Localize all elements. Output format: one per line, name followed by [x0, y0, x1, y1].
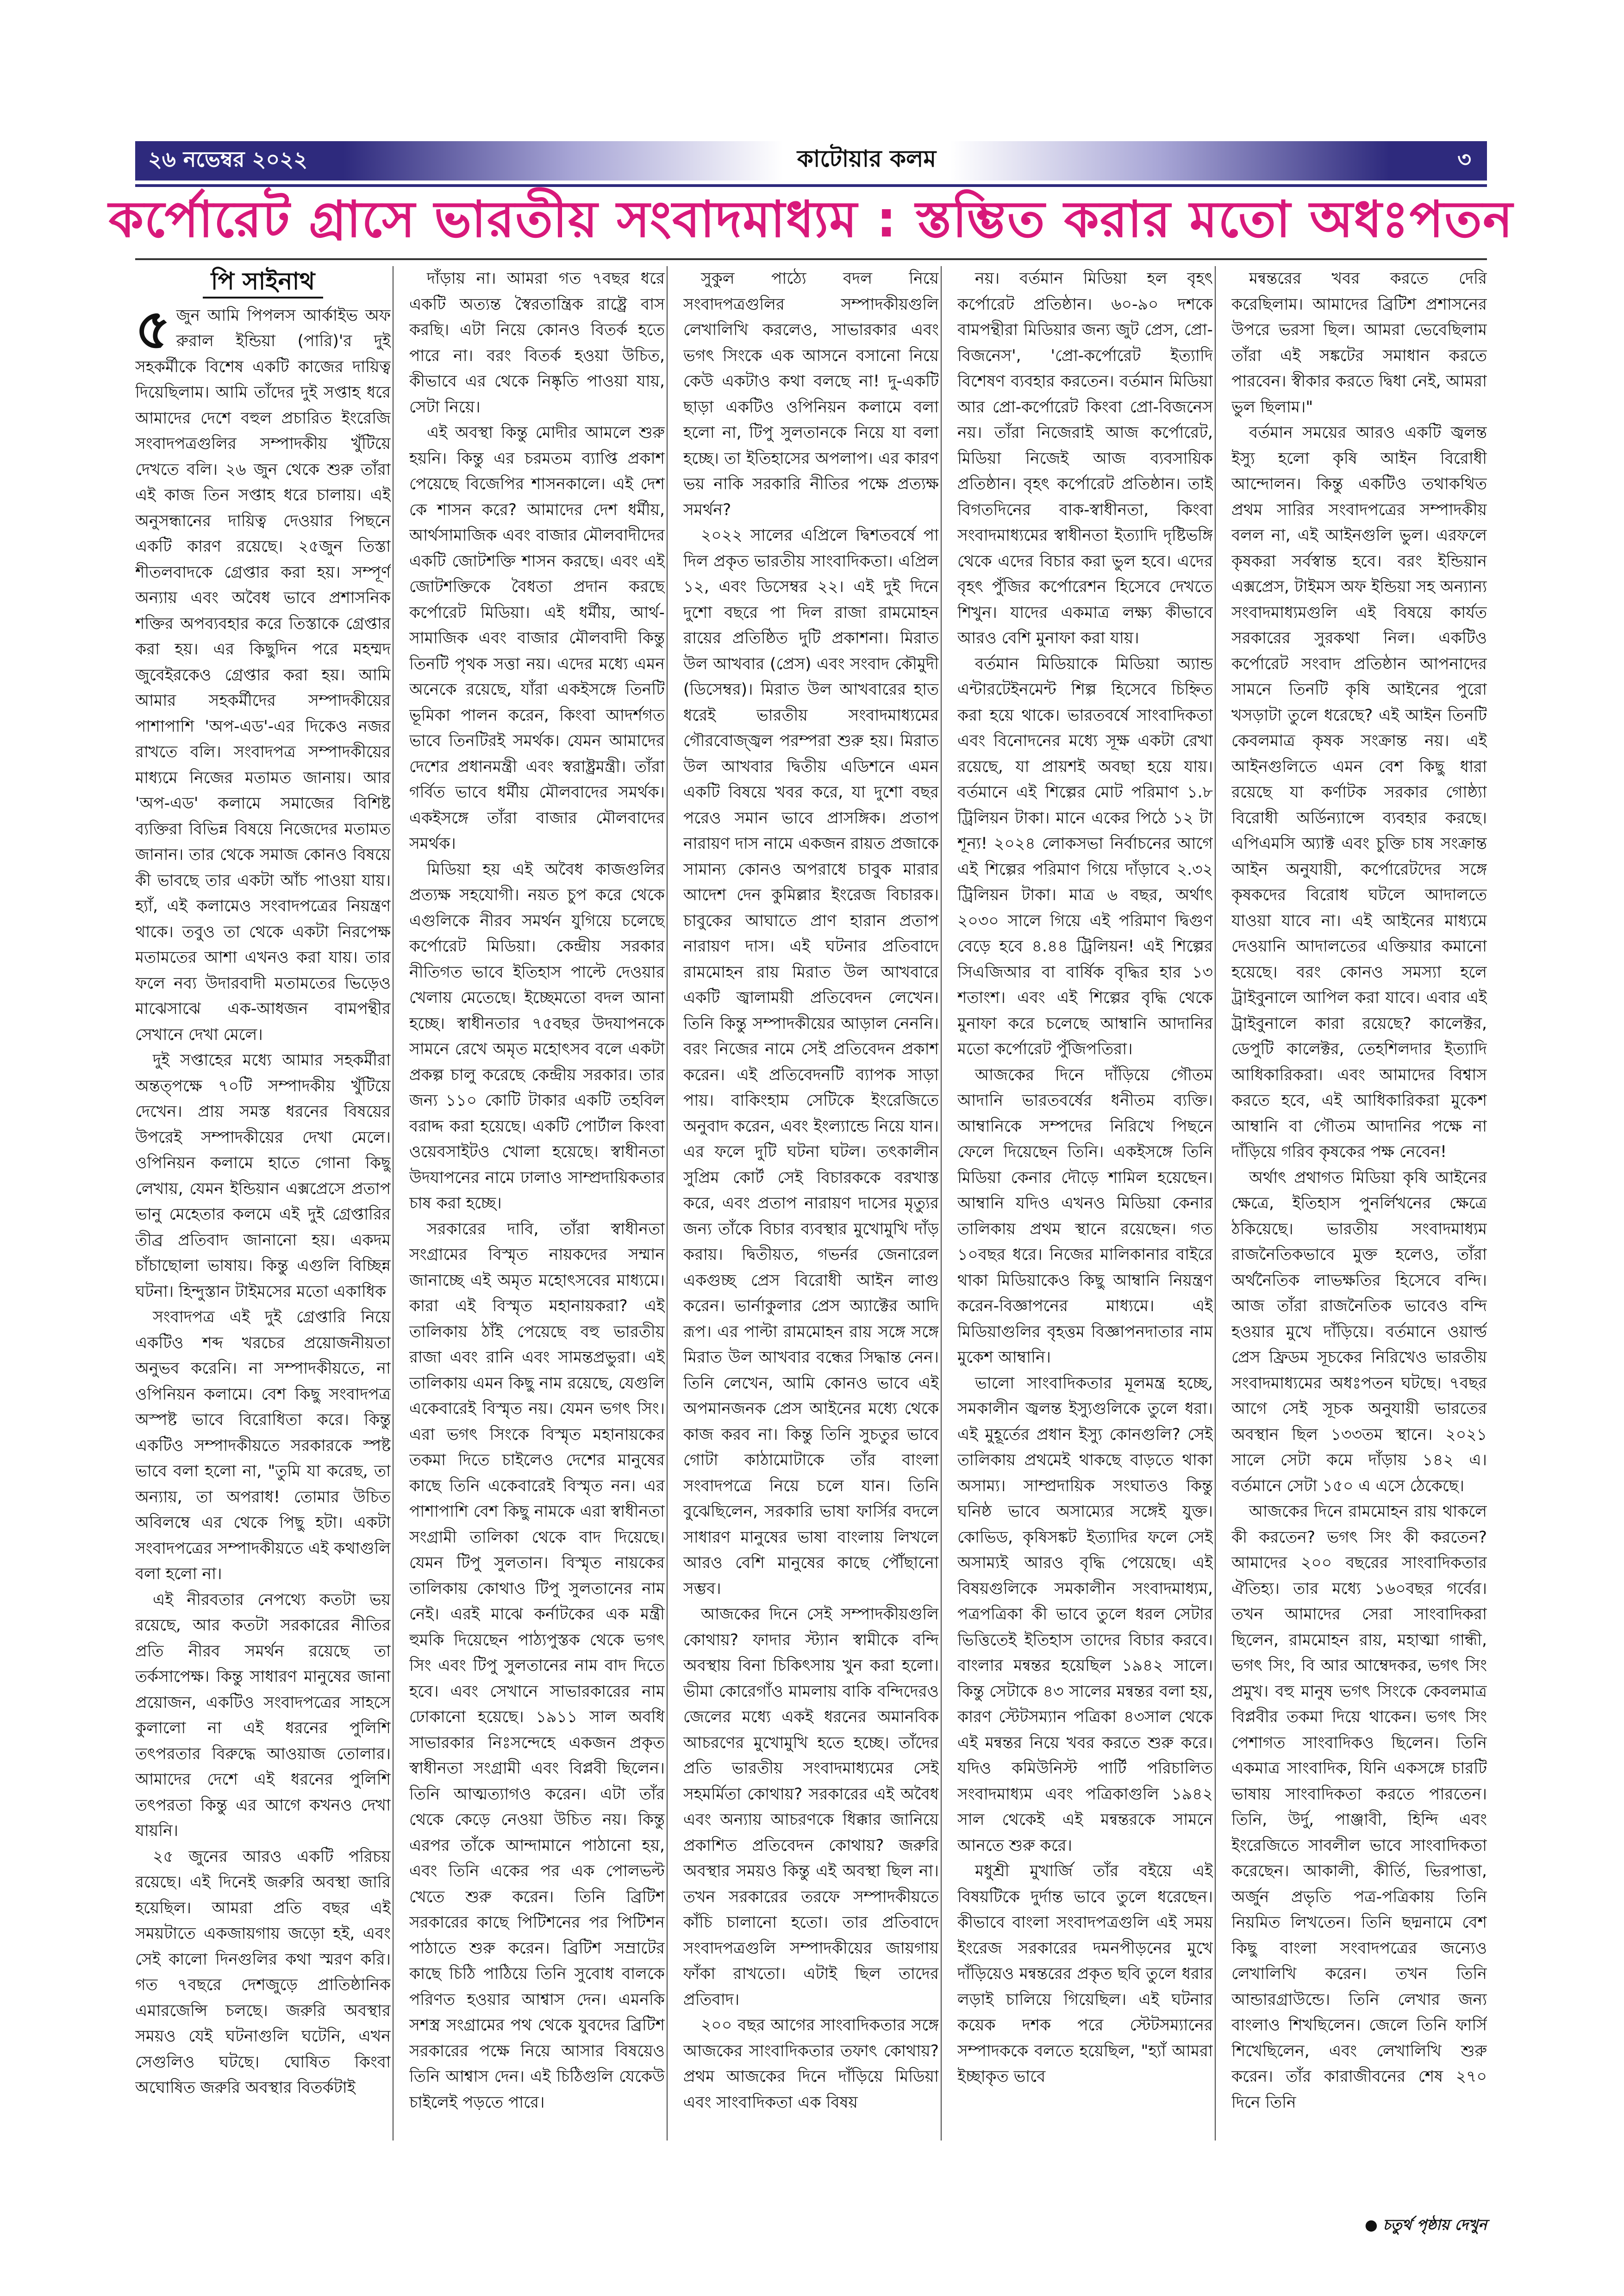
article-paragraph: বর্তমান মিডিয়াকে মিডিয়া অ্যান্ড এন্টারটেইনমেন্ট শিল্প হিসেবে চিহ্নিত করা হয়ে থাকে। ভারতবর্ষে সাংবাদিকতা এবং বিনোদনের মধ্যে সূক্ষ একটা রেখা রয়েছে, যা প্রায়শই অবছা হয়ে যায়। বর্তমানে এই শিল্পের মোট পরিমাণ ১.৮ ট্রিলিয়ন টাকা। মানে একের পিঠে ১২ টা শূন্য! ২০২৪ লোকসভা নির্বাচনের আগে এই শিল্পের পরিমাণ গিয়ে দাঁড়াবে ২.৩২ ট্রিলিয়ন টাকা। মাত্র ৬ বছর, অর্থাৎ ২০৩০ সালে গিয়ে এই পরিমাণ দ্বিগুণ বেড়ে হবে ৪.৪৪ ট্রিলিয়ন! এই শিল্পের সিএজিআর বা বার্ষিক বৃদ্ধির হার ১৩ শতাংশ। এবং এই শিল্পের বৃদ্ধি থেকে মুনাফা করে চলেছে আম্বানি আদানির মতো কর্পোরেট পুঁজিপতিরা।	[957, 654, 1213, 1058]
article-column-4	[957, 266, 1213, 2145]
continued-note: ● চতুর্থ পৃষ্ঠায় দেখুন	[1365, 2216, 1487, 2234]
article-paragraph: আজকের দিনে দাঁড়িয়ে গৌতম আদানি ভারতবর্ষের ধনীতম ব্যক্তি। আম্বানিকে সম্পদের নিরিখে পিছনে ফেলে দিয়েছেন তিনি। একইসঙ্গে তিনি মিডিয়া কেনার দৌড়ে শামিল হয়েছেন। আম্বানি যদিও এখনও মিডিয়া কেনার তালিকায় প্রথম স্থানে রয়েছেন। গত ১০বছর ধরে। নিজের মালিকানার বাইরে থাকা মিডিয়াকেও কিছু আম্বানি নিয়ন্ত্রণ করেন-বিজ্ঞাপনের মাধ্যমে। এই মিডিয়াগুলির বৃহত্তম বিজ্ঞাপনদাতার নাম মুকেশ আম্বানি।	[957, 1065, 1213, 1367]
article-paragraph: ২৫ জুনের আরও একটি পরিচয় রয়েছে। এই দিনেই জরুরি অবস্থা জারি হয়েছিল। আমরা প্রতি বছর এই সময়টাতে একজায়গায় জড়ো হই, এবং সেই কালো দিনগুলির কথা স্মরণ করি। গত ৭বছরে দেশজুড়ে প্রাতিষ্ঠানিক এমারজেন্সি চলছে। জরুরি অবস্থার সময়ও যেই ঘটনাগুলি ঘটেনি, এখন সেগুলিও ঘটছে। ঘোষিত কিংবা অঘোষিত জরুরি অবস্থার বিতর্কটাই	[135, 1847, 391, 2097]
article-column-2	[409, 266, 665, 2145]
headline-divider	[135, 258, 1487, 260]
article-column-3	[683, 266, 939, 2145]
article-paragraph: মিডিয়া হয় এই অবৈধ কাজগুলির প্রত্যক্ষ সহযোগী। নয়ত চুপ করে থেকে এগুলিকে নীরব সমর্থন যুগিয়ে চলেছে কর্পোরেট মিডিয়া। কেন্দ্রীয় সরকার নীতিগত ভাবে ইতিহাস পাল্টে দেওয়ার খেলায় মেতেছে। ইচ্ছেমতো বদল আনা হচ্ছে। স্বাধীনতার ৭৫বছর উদযাপনকে সামনে রেখে অমৃত মহোৎসব বলে একটা প্রকল্প চালু করেছে কেন্দ্রীয় সরকার। তার জন্য ১১০ কোটি টাকার একটি তহবিল বরাদ্দ করা হয়েছে। একটি পোর্টাল কিংবা ওয়েবসাইটও খোলা হয়েছে। স্বাধীনতা উদযাপনের নামে ঢালাও সাম্প্রদায়িকতার চাষ করা হচ্ছে।	[409, 860, 665, 1213]
article-paragraph: দাঁড়ায় না। আমরা গত ৭বছর ধরে একটি অত্যন্ত স্বৈরতান্ত্রিক রাষ্ট্রে বাস করছি। এটা নিয়ে কোনও বিতর্ক হতে পারে না। বরং বিতর্ক হওয়া উচিত, কীভাবে এর থেকে নিষ্কৃতি পাওয়া যায়, সেটা নিয়ে।	[409, 269, 665, 417]
issue-date: ২৬ নভেম্বর ২০২২	[135, 141, 344, 180]
article-paragraph	[135, 297, 391, 1048]
article-paragraph: ২০০ বছর আগের সাংবাদিকতার সঙ্গে আজকের সাংবাদিকতার তফাৎ কোথায়? প্রথম আজকের দিনে দাঁড়িয়ে মিডিয়া এবং সাংবাদিকতা এক বিষয়	[683, 2016, 939, 2112]
article-paragraph: ভালো সাংবাদিকতার মূলমন্ত্র হচ্ছে, সমকালীন জ্বলন্ত ইস্যুগুলিকে তুলে ধরা। এই মুহূর্তের প্রধান ইস্যু কোনগুলি? সেই তালিকায় প্রথমেই থাকছে বাড়তে থাকা অসাম্য। সাম্প্রদায়িক সংঘাতও কিন্তু ঘনিষ্ঠ ভাবে অসাম্যের সঙ্গেই যুক্ত। কোভিড, কৃষিসঙ্কট ইত্যাদির ফলে সেই অসাম্যই আরও বৃদ্ধি পেয়েছে। এই বিষয়গুলিকে সমকালীন সংবাদমাধ্যম, পত্রপত্রিকা কী ভাবে তুলে ধরল সেটার ভিত্তিতেই ইতিহাস তাদের বিচার করবে। বাংলার মন্বন্তর হয়েছিল ১৯৪২ সালে। কিন্তু সেটাকে ৪৩ সালের মন্বন্তর বলা হয়, কারণ স্টেটসম্যান পত্রিকা ৪৩সাল থেকে এই মন্বন্তর নিয়ে খবর করতে শুরু করে। যদিও কমিউনিস্ট পার্টি পরিচালিত সংবাদমাধ্যম এবং পত্রিকাগুলি ১৯৪২ সাল থেকেই এই মন্বন্তরকে সামনে আনতে শুরু করে।	[957, 1374, 1213, 1855]
article-body	[135, 266, 1487, 2145]
article-column-5	[1231, 266, 1487, 2145]
article-paragraph: এই অবস্থা কিন্তু মোদীর আমলে শুরু হয়নি। কিন্তু এর চরমতম ব্যাপ্তি প্রকাশ পেয়েছে বিজেপির শাসনকালে। এই দেশ কে শাসন করে? আমাদের দেশ ধর্মীয়, আর্থসামাজিক এবং বাজার মৌলবাদীদের একটি জোটশক্তি শাসন করছে। এবং এই জোটশক্তিকে বৈধতা প্রদান করছে কর্পোরেট মিডিয়া। এই ধর্মীয়, আর্থ-সামাজিক এবং বাজার মৌলবাদী কিন্তু তিনটি পৃথক সত্তা নয়। এদের মধ্যে এমন অনেকে রয়েছে, যাঁরা একইসঙ্গে তিনটি ভূমিকা পালন করেন, কিংবা আদর্শগত ভাবে তিনটিরই সমর্থক। যেমন আমাদের দেশের প্রধানমন্ত্রী এবং স্বরাষ্ট্রমন্ত্রী। তাঁরা গর্বিত ভাবে ধর্মীয় মৌলবাদের সমর্থক। একইসঙ্গে তাঁরা বাজার মৌলবাদের সমর্থক।	[409, 423, 665, 853]
article-paragraph: বর্তমান সময়ের আরও একটি জ্বলন্ত ইস্যু হলো কৃষি আইন বিরোধী আন্দোলন। কিন্তু একটিও তথাকথিত প্রথম সারির সংবাদপত্রের সম্পাদকীয় বলল না, এই আইনগুলি ভুল। এরফলে কৃষকরা সর্বস্বান্ত হবে। বরং ইন্ডিয়ান এক্সপ্রেস, টাইমস অফ ইন্ডিয়া সহ অন্যান্য সংবাদমাধ্যমগুলি এই বিষয়ে কার্যত সরকারের সুরকথা নিল। একটিও কর্পোরেট সংবাদ প্রতিষ্ঠান আপনাদের সামনে তিনটি কৃষি আইনের পুরো খসড়াটা তুলে ধরেছে? এই আইন তিনটি কেবলমাত্র কৃষক সংক্রান্ত নয়। এই আইনগুলিতে এমন বেশ কিছু ধারা রয়েছে যা কর্ণাটক সরকার গোষ্ঠ্যা বিরোধী অর্ডিন্যান্সে ব্যবহার করছে। এপিএমসি অ্যাক্ট এবং চুক্তি চাষ সংক্রান্ত আইন অনুযায়ী, কর্পোরেটদের সঙ্গে কৃষকদের বিরোধ ঘটলে আদালতে যাওয়া যাবে না। এই আইনের মাধ্যমে দেওয়ানি আদালতের এক্তিয়ার কমানো হয়েছে। বরং কোনও সমস্যা হলে ট্রাইবুনালে আপিল করা যাবে। এবার এই ট্রাইবুনালে কারা রয়েছে? কালেক্টর, ডেপুটি কালেক্টর, তেহশিলদার ইত্যাদি আধিকারিকরা। এবং আমাদের বিশ্বাস করতে হবে, এই আধিকারিকরা মুকেশ আম্বানি বা গৌতম আদানির পক্ষে না দাঁড়িয়ে গরিব কৃষকের পক্ষ নেবেন!	[1231, 423, 1487, 1161]
article-paragraph: আজকের দিনে রামমোহন রায় থাকলে কী করতেন? ভগৎ সিং কী করতেন? আমাদের ২০০ বছরের সাংবাদিকতার ঐতিহ্য। তার মধ্যে ১৬০বছর গর্বের। তখন আমাদের সেরা সাংবাদিকরা ছিলেন, রামমোহন রায়, মহাত্মা গান্ধী, ভগৎ সিং, বি আর আম্বেদকর, ভগৎ সিং প্রমুখ। বহু মানুষ ভগৎ সিংকে কেবলমাত্র বিপ্লবীর তকমা দিয়ে থাকেন। ভগৎ সিং পেশাগত সাংবাদিকও ছিলেন। তিনি একমাত্র সাংবাদিক, যিনি একসঙ্গে চারটি ভাষায় সাংবাদিকতা করতে পারতেন। তিনি, উর্দু, পাঞ্জাবী, হিন্দি এবং ইংরেজিতে সাবলীল ভাবে সাংবাদিকতা করেছেন। আকালী, কীর্তি, ভিরপাত্তা, অর্জুন প্রভৃতি পত্র-পত্রিকায় তিনি নিয়মিত লিখতেন। তিনি ছদ্মনামে বেশ কিছু বাংলা সংবাদপত্রের জন্যেও লেখালিখি করেন। তখন তিনি আন্ডারগ্রাউন্ডে। তিনি লেখার জন্য বাংলাও শিখছিলেন। জেলে তিনি ফার্সি শিখেছিলেন, এবং লেখালিখি শুরু করেন। তাঁর কারাজীবনের শেষ ২৭০ দিনে তিনি	[1231, 1502, 1487, 2112]
drop-cap: ৫	[135, 297, 171, 361]
article-paragraph: অর্থাৎ প্রথাগত মিডিয়া কৃষি আইনের ক্ষেত্রে, ইতিহাস পুনর্লিখনের ক্ষেত্রে ঠকিয়েছে। ভারতীয় সংবাদমাধ্যম রাজনৈতিকভাবে মুক্ত হলেও, তাঁরা অর্থনৈতিক লাভক্ষতির হিসেবে বন্দি। আজ তাঁরা রাজনৈতিক ভাবেও বন্দি হওয়ার মুখে দাঁড়িয়ে। বর্তমানে ওয়ার্ল্ড প্রেস ফ্রিডম সূচকের নিরিখেও ভারতীয় সংবাদমাধ্যমের অধঃপতন ঘটছে। ৭বছর আগে সেই সূচক অনুযায়ী ভারতের অবস্থান ছিল ১৩৩তম স্থানে। ২০২১ সালে সেটা কমে দাঁড়ায় ১৪২ এ। বর্তমানে সেটা ১৫০ এ এসে ঠেকেছে।	[1231, 1168, 1487, 1495]
article-paragraph: আজকের দিনে সেই সম্পাদকীয়গুলি কোথায়? ফাদার স্ট্যান স্বামীকে বন্দি অবস্থায় বিনা চিকিৎসায় খুন করা হলো। ভীমা কোরেগাঁও মামলায় বাকি বন্দিদেরও জেলের মধ্যে একই ধরনের অমানবিক আচরণের মুখোমুখি হতে হচ্ছে। তাঁদের প্রতি ভারতীয় সংবাদমাধ্যমের সেই সহমর্মিতা কোথায়? সরকারের এই অবৈধ এবং অন্যায় আচরণকে ধিক্কার জানিয়ে প্রকাশিত প্রতিবেদন কোথায়? জরুরি অবস্থার সময়ও কিন্তু এই অবস্থা ছিল না। তখন সরকারের তরফে সম্পাদকীয়তে কাঁচি চালানো হতো। তার প্রতিবাদে সংবাদপত্রগুলি সম্পাদকীয়ের জায়গায় ফাঁকা রাখতো। এটাই ছিল তাদের প্রতিবাদ।	[683, 1605, 939, 2009]
article-paragraph: সুকুল পাঠ্যে বদল নিয়ে সংবাদপত্রগুলির সম্পাদকীয়গুলি লেখালিখি করলেও, সাভারকার এবং ভগৎ সিংকে এক আসনে বসানো নিয়ে কেউ একটাও কথা বলছে না! দু-একটি ছাড়া একটিও ওপিনিয়ন কলামে বলা হলো না, টিপু সুলতানকে নিয়ে যা বলা হচ্ছে। তা ইতিহাসের অপলাপ। এর কারণ ভয় নাকি সরকারি নীতির পক্ষে প্রত্যক্ষ সমর্থন?	[683, 269, 939, 519]
article-paragraph: এই নীরবতার নেপথ্যে কতটা ভয় রয়েছে, আর কতটা সরকারের নীতির প্রতি নীরব সমর্থন রয়েছে তা তর্কসাপেক্ষ। কিন্তু সাধারণ মানুষের জানা প্রয়োজন, একটিও সংবাদপত্রের সাহসে কুলালো না এই ধরনের পুলিশি তৎপরতার বিরুদ্ধে আওয়াজ তোলার। আমাদের দেশে এই ধরনের পুলিশি তৎপরতা কিন্তু এর আগে কখনও দেখা যায়নি।	[135, 1590, 391, 1840]
article-paragraph: সরকারের দাবি, তাঁরা স্বাধীনতা সংগ্রামের বিস্মৃত নায়কদের সম্মান জানাচ্ছে এই অমৃত মহোৎসবের মাধ্যমে। কারা এই বিস্মৃত মহানায়করা? এই তালিকায় ঠাঁই পেয়েছে বহু ভারতীয় রাজা এবং রানি এবং সামন্তপ্রভুরা। এই তালিকায় এমন কিছু নাম রয়েছে, যেগুলি একেবারেই বিস্মৃত নয়। যেমন ভগৎ সিং। এরা ভগৎ সিংকে বিস্মৃত মহানায়কের তকমা দিতে চাইলেও দেশের মানুষের কাছে তিনি একেবারেই বিস্মৃত নন। এর পাশাপাশি বেশ কিছু নামকে এরা স্বাধীনতা সংগ্রামী তালিকা থেকে বাদ দিয়েছে। যেমন টিপু সুলতান। বিস্মৃত নায়কের তালিকায় কোথাও টিপু সুলতানের নাম নেই। এরই মাঝে কর্নাটকের এক মন্ত্রী হুমকি দিয়েছেন পাঠ্যপুস্তক থেকে ভগৎ সিং এবং টিপু সুলতানের নাম বাদ দিতে হবে। এবং সেখানে সাভারকারের নাম ঢোকানো হয়েছে। ১৯১১ সাল অবধি সাভারকার নিঃসন্দেহে একজন প্রকৃত স্বাধীনতা সংগ্রামী এবং বিপ্লবী ছিলেন। তিনি আত্মত্যাগও করেন। এটা তাঁর থেকে কেড়ে নেওয়া উচিত নয়। কিন্তু এরপর তাঁকে আন্দামানে পাঠানো হয়, এবং তিনি একের পর এক পোলভল্ট খেতে শুরু করেন। তিনি ব্রিটিশ সরকারের কাছে পিটিশনের পর পিটিশন পাঠাতে শুরু করেন। ব্রিটিশ সম্রাটের কাছে চিঠি পাঠিয়ে তিনি সুবোধ বালকে পরিণত হওয়ার আশ্বাস দেন। এমনকি সশস্ত্র সংগ্রামের পথ থেকে যুবদের ব্রিটিশ সরকারের পক্ষে নিয়ে আসার বিষয়েও তিনি আশ্বাস দেন। এই চিঠিগুলি যেকেউ চাইলেই পড়তে পারে।	[409, 1220, 665, 2112]
article-paragraph: ২০২২ সালের এপ্রিলে দ্বিশতবর্ষে পা দিল প্রকৃত ভারতীয় সাংবাদিকতা। এপ্রিল ১২, এবং ডিসেম্বর ২২। এই দুই দিনে দুশো বছরে পা দিল রাজা রামমোহন রায়ের প্রতিষ্ঠিত দুটি প্রকাশনা। মিরাত উল আখবার (প্রেস) এবং সংবাদ কৌমুদী (ডিসেম্বর)। মিরাত উল আখবারের হাত ধরেই ভারতীয় সংবাদমাধ্যমের গৌরবোজ্জ্বল পরম্পরা শুরু হয়। মিরাত উল আখবার দ্বিতীয় এডিশনে এমন একটি বিষয়ে খবর করে, যা দুশো বছর পরেও সমান ভাবে প্রাসঙ্গিক। প্রতাপ নারায়ণ দাস নামে একজন রায়ত প্রজাকে সামান্য কোনও অপরাধে চাবুক মারার আদেশ দেন কুমিল্লার ইংরেজ বিচারক। চাবুকের আঘাতে প্রাণ হারান প্রতাপ নারায়ণ দাস। এই ঘটনার প্রতিবাদে রামমোহন রায় মিরাত উল আখবারে একটি জ্বালাময়ী প্রতিবেদন লেখেন। তিনি কিন্তু সম্পাদকীয়ের আড়াল নেননি। বরং নিজের নামে সেই প্রতিবেদন প্রকাশ করেন। এই প্রতিবেদনটি ব্যাপক সাড়া পায়। বাকিংহাম সেটিকে ইংরেজিতে অনুবাদ করেন, এবং ইংল্যান্ডে নিয়ে যান। এর ফলে দুটি ঘটনা ঘটল। তৎকালীন সুপ্রিম কোর্ট সেই বিচারককে বরখাস্ত করে, এবং প্রতাপ নারায়ণ দাসের মৃত্যুর জন্য তাঁকে বিচার ব্যবস্থার মুখোমুখি দাঁড় করায়। দ্বিতীয়ত, গভর্নর জেনারেল একগুচ্ছ প্রেস বিরোধী আইন লাগু করেন। ভার্নাকুলার প্রেস অ্যাক্টের আদি রূপ। এর পাল্টা রামমোহন রায় সঙ্গে সঙ্গে মিরাত উল আখবার বন্ধের সিদ্ধান্ত নেন। তিনি লেখেন, আমি কোনও ভাবে এই অপমানজনক প্রেস আইনের মধ্যে থেকে কাজ করব না। কিন্তু তিনি সুচতুর ভাবে গোটা কাঠামোটাকে তাঁর বাংলা সংবাদপত্রে নিয়ে চলে যান। তিনি বুঝেছিলেন, সরকারি ভাষা ফার্সির বদলে সাধারণ মানুষের ভাষা বাংলায় লিখলে আরও বেশি মানুষের কাছে পৌঁছানো সম্ভব।	[683, 526, 939, 1598]
paper-name: কাটোয়ার কলম	[783, 140, 950, 182]
article-paragraph: মধুশ্রী মুখার্জি তাঁর বইয়ে এই বিষয়টিকে দুর্দান্ত ভাবে তুলে ধরেছেন। কীভাবে বাংলা সংবাদপত্রগুলি এই সময় ইংরেজ সরকারের দমনপীড়নের মুখে দাঁড়িয়েও মন্বন্তরের প্রকৃত ছবি তুলে ধরার লড়াই চালিয়ে গিয়েছিল। এই ঘটনার কয়েক দশক পরে স্টেটসম্যানের সম্পাদককে বলতে হয়েছিল, "হ্যাঁ আমরা ইচ্ছাকৃত ভাবে	[957, 1862, 1213, 2086]
paragraph-text: জুন আমি পিপলস আর্কাইভ অফ রুরাল ইন্ডিয়া (পারি)'র দুই সহকর্মীকে বিশেষ একটি কাজের দায়িত্ব দিয়েছিলাম। আমি তাঁদের দুই সপ্তাহ ধরে আমাদের দেশে বহুল প্রচারিত ইংরেজি সংবাদপত্রগুলির সম্পাদকীয় খুঁটিয়ে দেখতে বলি। ২৬ জুন থেকে শুরু তাঁরা এই কাজ তিন সপ্তাহ ধরে চালায়। এই অনুসন্ধানের দায়িত্ব দেওয়ার পিছনে একটি কারণ রয়েছে। ২৫জুন তিস্তা শীতলবাদকে গ্রেপ্তার করা হয়। সম্পূর্ণ অন্যায় এবং অবৈধ ভাবে প্রশাসনিক শক্তির অপব্যবহার করে তিস্তাকে গ্রেপ্তার করা হয়। এর কিছুদিন পরে মহম্মদ জুবেইরকেও গ্রেপ্তার করা হয়। আমি আমার সহকর্মীদের সম্পাদকীয়ের পাশাপাশি 'অপ-এড'-এর দিকেও নজর রাখতে বলি। সংবাদপত্র সম্পাদকীয়ের মাধ্যমে নিজের মতামত জানায়। আর 'অপ-এড' কলামে সমাজের বিশিষ্ট ব্যক্তিরা বিভিন্ন বিষয়ে নিজেদের মতামত জানান। তার থেকে সমাজ কোনও বিষয়ে কী ভাবছে তার একটা আঁচ পাওয়া যায়। হ্যাঁ, এই কলামেও সংবাদপত্রের নিয়ন্ত্রণ থাকে। তবুও তা থেকে একটা নিরপেক্ষ মতামতের আশা এখনও করা যায়। তার ফলে নব্য উদারবাদী মতামতের ভিড়েও মাঝেসাঝে এক-আধজন বামপন্থীর সেখানে দেখা মেলে।	[135, 306, 391, 1044]
article-paragraph: সংবাদপত্র এই দুই গ্রেপ্তারি নিয়ে একটিও শব্দ খরচের প্রয়োজনীয়তা অনুভব করেনি। না সম্পাদকীয়তে, না ওপিনিয়ন কলামে। বেশ কিছু সংবাদপত্র অস্পষ্ট ভাবে বিরোধিতা করে। কিন্তু একটিও সম্পাদকীয়তে সরকারকে স্পষ্ট ভাবে বলা হলো না, "তুমি যা করেছ, তা অন্যায়, তা অপরাধ! তোমার উচিত অবিলম্বে এর থেকে পিছু হটা। একটা সংবাদপত্রের সম্পাদকীয়তে এই কথাগুলি বলা হলো না।	[135, 1308, 391, 1583]
article-column-1	[135, 266, 391, 2145]
article-paragraph: মন্বন্তরের খবর করতে দেরি করেছিলাম। আমাদের ব্রিটিশ প্রশাসনের উপরে ভরসা ছিল। আমরা ভেবেছিলাম তাঁরা এই সঙ্কটের সমাধান করতে পারবেন। স্বীকার করতে দ্বিধা নেই, আমরা ভুল ছিলাম।"	[1231, 269, 1487, 417]
headline: কর্পোরেট গ্রাসে ভারতীয় সংবাদমাধ্যম : স্তম্ভিত করার মতো অধঃপতন	[108, 190, 1514, 249]
masthead	[344, 141, 1390, 180]
page-header	[135, 141, 1487, 180]
page-number: ৩	[1390, 141, 1487, 180]
author-byline: পি সাইনাথ	[203, 269, 324, 299]
article-paragraph: দুই সপ্তাহের মধ্যে আমার সহকর্মীরা অন্তত্পক্ষে ৭০টি সম্পাদকীয় খুঁটিয়ে দেখেন। প্রায় সমস্ত ধরনের বিষয়ের উপরেই সম্পাদকীয়ের দেখা মেলে। ওপিনিয়ন কলামে হাতে গোনা কিছু লেখায়, যেমন ইন্ডিয়ান এক্সপ্রেসে প্রতাপ ভানু মেহেতার কলমে এই দুই গ্রেপ্তারির তীব্র প্রতিবাদ জানানো হয়। একদম চাঁচাছোলা ভাষায়। কিন্তু এগুলি বিচ্ছিন্ন ঘটনা। হিন্দুস্তান টাইমসের মতো একাধিক	[135, 1051, 391, 1301]
byline-wrap	[135, 269, 391, 299]
article-paragraph: নয়। বর্তমান মিডিয়া হল বৃহৎ কর্পোরেট প্রতিষ্ঠান। ৬০-৯০ দশকে বামপন্থীরা মিডিয়ার জন্য জুট প্রেস, প্রো-বিজনেস', 'প্রো-কর্পোরেট ইত্যাদি বিশেষণ ব্যবহার করতেন। বর্তমান মিডিয়া আর প্রো-কর্পোরেট কিংবা প্রো-বিজনেস নয়। তাঁরা নিজেরাই আজ কর্পোরেট, মিডিয়া নিজেই আজ ব্যবসায়িক প্রতিষ্ঠান। বৃহৎ কর্পোরেট প্রতিষ্ঠান। তাই বিগতদিনের বাক-স্বাধীনতা, কিংবা সংবাদমাধ্যমের স্বাধীনতা ইত্যাদি দৃষ্টিভঙ্গি থেকে এদের বিচার করা ভুল হবে। এদের বৃহৎ পুঁজির কর্পোরেশন হিসেবে দেখতে শিখুন। যাদের একমাত্র লক্ষ্য কীভাবে আরও বেশি মুনাফা করা যায়।	[957, 269, 1213, 647]
